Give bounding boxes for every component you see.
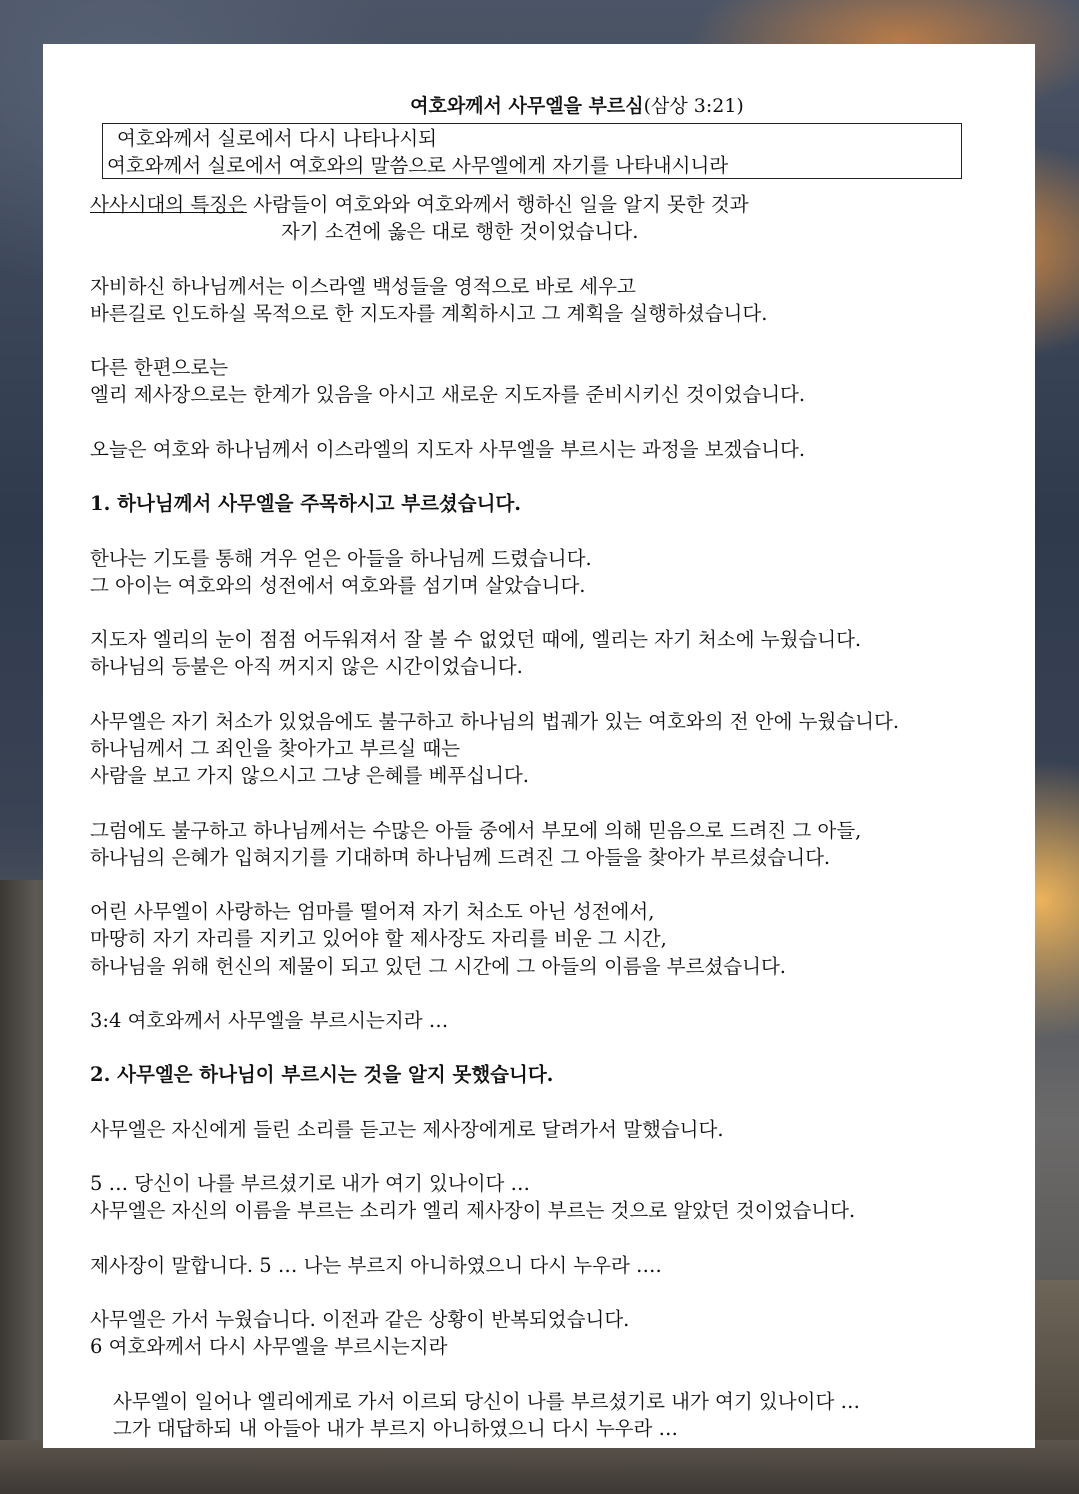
intro-line-1 xyxy=(90,191,1030,218)
title-reference: (삼상 3:21) xyxy=(643,95,744,117)
para10: 3:4 여호와께서 사무엘을 부르시는지라 … xyxy=(90,1008,449,1032)
para3-line-1: 다른 한편으로는 xyxy=(90,356,229,380)
verse-line-2: 여호와께서 실로에서 여호와의 말씀으로 사무엘에게 자기를 나타내시니라 xyxy=(107,154,729,177)
para7-line-3: 사람을 보고 가지 않으시고 그냥 은혜를 베푸십니다. xyxy=(90,764,529,788)
para5-line-2: 그 아이는 여호와의 성전에서 여호와를 섬기며 살았습니다. xyxy=(90,573,586,597)
para8-line-1: 그럼에도 불구하고 하나님께서는 수많은 아들 중에서 부모에 의해 믿음으로 드려진 그 아들, xyxy=(90,818,862,842)
para7-line-2: 하나님께서 그 죄인을 찾아가고 부르실 때는 xyxy=(90,736,461,760)
intro-line-1-rest: 사람들이 여호와와 여호와께서 행하신 일을 알지 못한 것과 xyxy=(246,193,749,216)
intro-line-2: 자기 소견에 옳은 대로 행한 것이었습니다. xyxy=(281,220,639,244)
para5-line-1: 한나는 기도를 통해 겨우 얻은 아들을 하나님께 드렸습니다. xyxy=(90,546,592,570)
heading-2: 2. 사무엘은 하나님이 부르시는 것을 알지 못했습니다. xyxy=(90,1063,554,1087)
para9-line-2: 마땅히 자기 자리를 지키고 있어야 할 제사장도 자리를 비운 그 시간, xyxy=(90,927,667,951)
background-rock-bottom xyxy=(0,1440,1079,1494)
heading-1: 1. 하나님께서 사무엘을 주목하시고 부르셨습니다. xyxy=(90,492,522,516)
para9-line-3: 하나님을 위해 헌신의 제물이 되고 있던 그 시간에 그 아들의 이름을 부르셨습니다. xyxy=(90,954,787,978)
para11: 사무엘은 자신에게 들린 소리를 듣고는 제사장에게로 달려가서 말했습니다. xyxy=(90,1117,724,1141)
para14-line-2: 6 여호와께서 다시 사무엘을 부르시는지라 xyxy=(90,1335,448,1359)
para14-line-1: 사무엘은 가서 누웠습니다. 이전과 같은 상황이 반복되었습니다. xyxy=(90,1308,630,1332)
para9-line-1: 어린 사무엘이 사랑하는 엄마를 떨어져 자기 처소도 아닌 성전에서, xyxy=(90,900,655,924)
title-main: 여호와께서 사무엘을 부르심 xyxy=(410,95,644,117)
page-title xyxy=(43,91,1035,118)
para15-line-1: 사무엘이 일어나 엘리에게로 가서 이르되 당신이 나를 부르셨기로 내가 여기 있나이다 … xyxy=(113,1389,860,1413)
para12-line-2: 사무엘은 자신의 이름을 부르는 소리가 엘리 제사장이 부르는 것으로 알았던 것이었습니다. xyxy=(90,1199,856,1223)
para6-line-1: 지도자 엘리의 눈이 점점 어두워져서 잘 볼 수 없었던 때에, 엘리는 자기 처소에 누웠습니다. xyxy=(90,628,862,652)
verse-box xyxy=(102,123,962,179)
verse-line-1: 여호와께서 실로에서 다시 나타나시되 xyxy=(117,127,437,150)
para2-line-2: 바른길로 인도하실 목적으로 한 지도자를 계획하시고 그 계획을 실행하셨습니다. xyxy=(90,301,768,325)
para13: 제사장이 말합니다. 5 … 나는 부르지 아니하였으니 다시 누우라 …. xyxy=(90,1253,662,1277)
para2-line-1: 자비하신 하나님께서는 이스라엘 백성들을 영적으로 바로 세우고 xyxy=(90,274,636,298)
para6-line-2: 하나님의 등불은 아직 꺼지지 않은 시간이었습니다. xyxy=(90,655,523,679)
para15-line-2: 그가 대답하되 내 아들아 내가 부르지 아니하였으니 다시 누우라 … xyxy=(113,1416,679,1440)
document-page xyxy=(43,44,1035,1448)
para12-line-1: 5 … 당신이 나를 부르셨기로 내가 여기 있나이다 … xyxy=(90,1172,531,1196)
para7-line-1: 사무엘은 자기 처소가 있었음에도 불구하고 하나님의 법궤가 있는 여호와의 전 안에 누웠습니다. xyxy=(90,709,900,733)
para4: 오늘은 여호와 하나님께서 이스라엘의 지도자 사무엘을 부르시는 과정을 보겠습니다. xyxy=(90,437,806,461)
intro-lead: 사사시대의 특징은 xyxy=(90,193,247,216)
para8-line-2: 하나님의 은혜가 입혀지기를 기대하며 하나님께 드려진 그 아들을 찾아가 부르셨습니다. xyxy=(90,845,831,869)
sermon-body xyxy=(90,191,1030,1442)
para3-line-2: 엘리 제사장으로는 한계가 있음을 아시고 새로운 지도자를 준비시키신 것이었습니다. xyxy=(90,383,806,407)
